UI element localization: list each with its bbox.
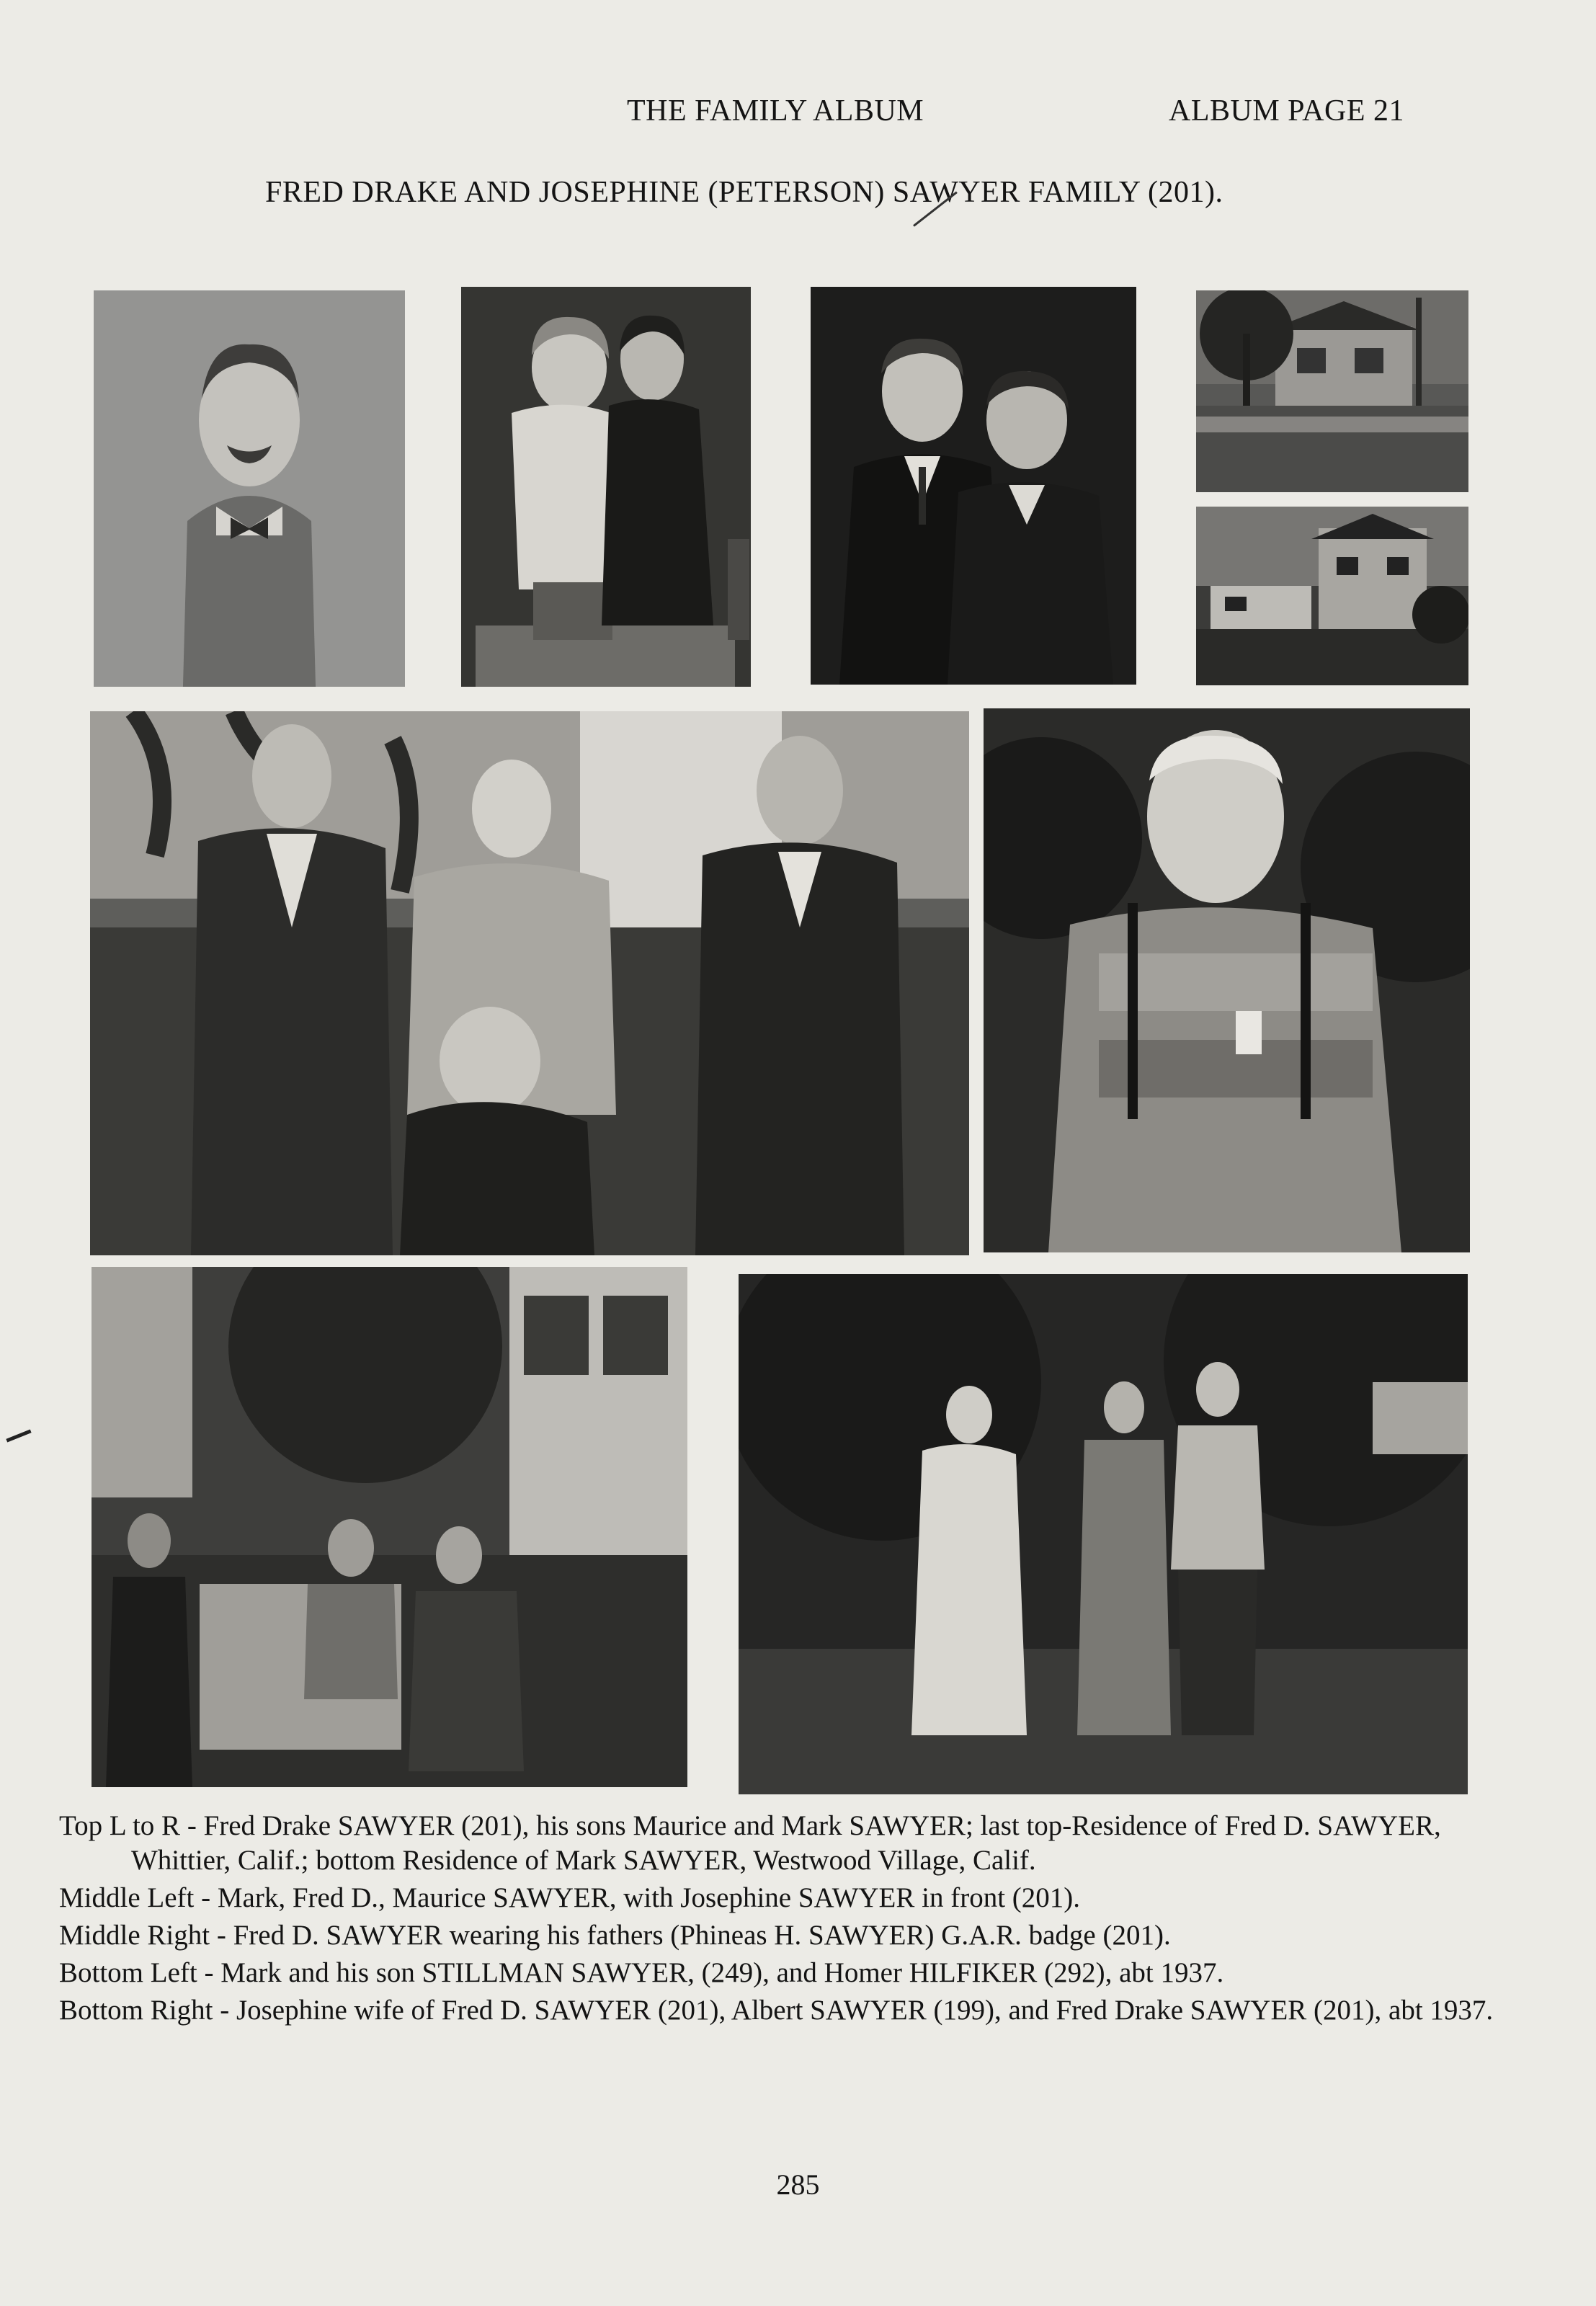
photo-mark-stillman-homer	[92, 1267, 687, 1787]
caption-list	[59, 1809, 1543, 2031]
page-number: 285	[776, 2168, 820, 2201]
photo-residence-whittier	[1196, 290, 1468, 492]
photo-fred-gar-badge	[984, 708, 1470, 1252]
photo-josephine-albert-fred	[739, 1274, 1468, 1794]
photo-family-group-garden	[90, 711, 969, 1255]
photo-fred-drake-portrait	[94, 290, 405, 687]
photo-maurice-and-mark	[811, 287, 1136, 685]
album-page-label: ALBUM PAGE 21	[1169, 94, 1404, 128]
caption-bottom-right: Bottom Right - Josephine wife of Fred D. SAWYER (201), Albert SAWYER (199), and Fred Drake SAWYER (201), abt 1937.	[59, 1995, 1494, 2026]
caption-middle-left: Middle Left - Mark, Fred D., Maurice SAWYER, with Josephine SAWYER in front (201).	[59, 1882, 1081, 1913]
caption-top-row: Top L to R - Fred Drake SAWYER (201), his sons Maurice and Mark SAWYER; last top-Residence of Fred D. SAWYER, Whittier, Calif.; bottom Residence of Mark SAWYER, Westwood Village, Calif.	[59, 1810, 1441, 1876]
caption-bottom-left: Bottom Left - Mark and his son STILLMAN SAWYER, (249), and Homer HILFIKER (292), abt 1937.	[59, 1957, 1224, 1988]
page-title: FRED DRAKE AND JOSEPHINE (PETERSON) SAWYER FAMILY (201).	[265, 176, 1223, 209]
caption-middle-right: Middle Right - Fred D. SAWYER wearing his fathers (Phineas H. SAWYER) G.A.R. badge (201).	[59, 1920, 1171, 1951]
photo-residence-westwood	[1196, 507, 1468, 685]
pen-mark-margin	[6, 1429, 31, 1442]
album-title: THE FAMILY ALBUM	[627, 94, 924, 128]
photo-young-sons-portrait	[461, 287, 751, 687]
